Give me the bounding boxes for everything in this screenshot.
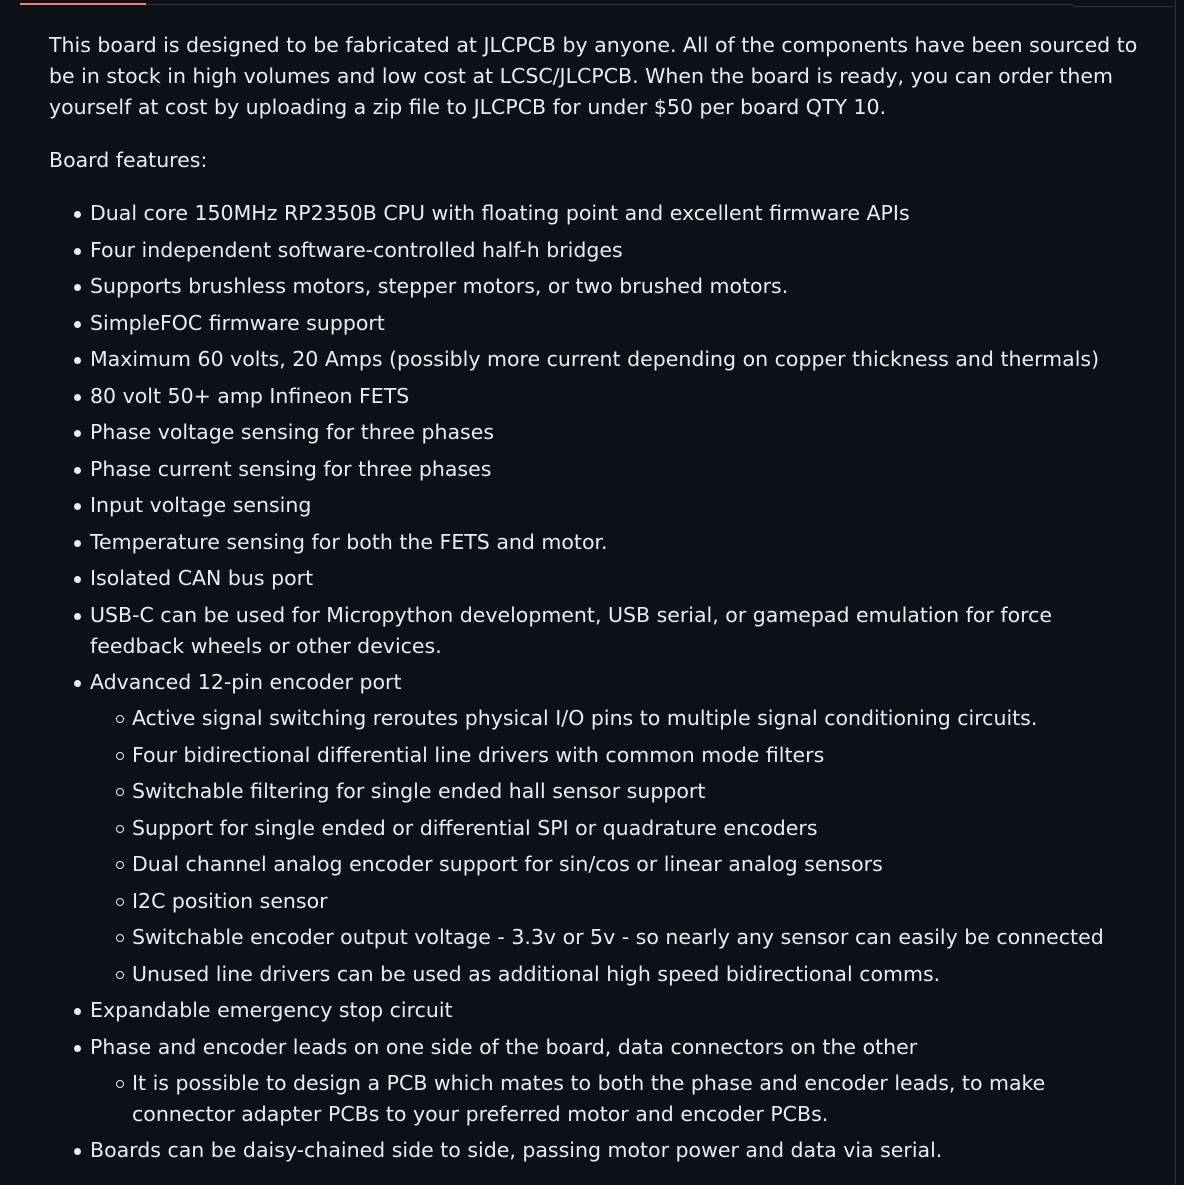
scrollbar-track[interactable] (1176, 0, 1184, 1185)
feature-subitem: Four bidirectional differential line drivers with common mode filters (90, 740, 1149, 771)
feature-text: Dual core 150MHz RP2350B CPU with floating point and excellent firmware APIs (90, 201, 910, 225)
feature-item (49, 417, 1149, 448)
feature-item (49, 1032, 1149, 1130)
feature-subitem: It is possible to design a PCB which mates to both the phase and encoder leads, to make connector adapter PCBs to your preferred motor and encoder PCBs. (90, 1068, 1149, 1130)
feature-item (49, 563, 1149, 594)
feature-item (49, 198, 1149, 229)
feature-item (49, 344, 1149, 375)
feature-item (49, 667, 1149, 990)
feature-sublist (90, 703, 1149, 990)
features-heading: Board features: (49, 148, 208, 172)
feature-text: Phase current sensing for three phases (90, 456, 492, 481)
features-list (49, 198, 1149, 1166)
feature-text: Expandable emergency stop circuit (90, 998, 453, 1022)
feature-text: Boards can be daisy-chained side to side, passing motor power and data via serial. (90, 1138, 943, 1162)
feature-text: Advanced 12-pin encoder port (90, 670, 402, 694)
feature-text: Phase voltage sensing for three phases (90, 420, 495, 444)
feature-subitem: Support for single ended or differential SPI or quadrature encoders (90, 813, 1149, 844)
feature-text: Input voltage sensing (90, 493, 312, 517)
feature-subitem: Dual channel analog encoder support for sin/cos or linear analog sensors (90, 849, 1149, 880)
tab-bar-divider (20, 4, 1073, 5)
feature-text: 80 volt 50+ amp Infineon FETS (90, 383, 410, 408)
readme-content (49, 30, 1149, 1172)
feature-item (49, 995, 1149, 1026)
feature-sublist (90, 1068, 1149, 1130)
intro-paragraph: This board is designed to be fabricated at JLCPCB by anyone. All of the components have been sourced to be in stock in high volumes and low cost at LCSC/JLCPCB. When the board is ready, you can order them yourself at cost by uploading a zip file to JLCPCB for under $50 per board QTY 10. (49, 33, 1138, 119)
feature-item (49, 308, 1149, 339)
feature-item (49, 271, 1149, 302)
feature-text: Supports brushless motors, stepper motors, or two brushed motors. (90, 274, 789, 298)
feature-subitem: Switchable encoder output voltage - 3.3v or 5v - so nearly any sensor can easily be connected (90, 922, 1149, 953)
feature-item (49, 454, 1149, 485)
feature-text: Phase and encoder leads on one side of the board, data connectors on the other (90, 1034, 918, 1059)
active-tab-indicator (20, 3, 146, 5)
feature-item (49, 381, 1149, 412)
panel-top-border (1073, 6, 1175, 7)
feature-text: Maximum 60 volts, 20 Amps (possibly more current depending on copper thickness and thermals) (90, 347, 1100, 371)
feature-item (49, 527, 1149, 558)
feature-text: Temperature sensing for both the FETS and motor. (90, 529, 608, 554)
feature-text: Four independent software-controlled half-h bridges (90, 237, 623, 262)
feature-text: USB-C can be used for Micropython development, USB serial, or gamepad emulation for force feedback wheels or other devices. (90, 602, 1052, 658)
feature-item (49, 600, 1149, 662)
feature-item (49, 235, 1149, 266)
feature-subitem: Unused line drivers can be used as additional high speed bidirectional comms. (90, 959, 1149, 990)
feature-item (49, 1135, 1149, 1166)
feature-text: Isolated CAN bus port (90, 566, 314, 590)
feature-subitem: I2C position sensor (90, 886, 1149, 917)
feature-subitem: Switchable filtering for single ended hall sensor support (90, 776, 1149, 807)
feature-subitem: Active signal switching reroutes physical I/O pins to multiple signal conditioning circuits. (90, 703, 1149, 734)
feature-text: SimpleFOC firmware support (90, 310, 385, 335)
feature-item (49, 490, 1149, 521)
